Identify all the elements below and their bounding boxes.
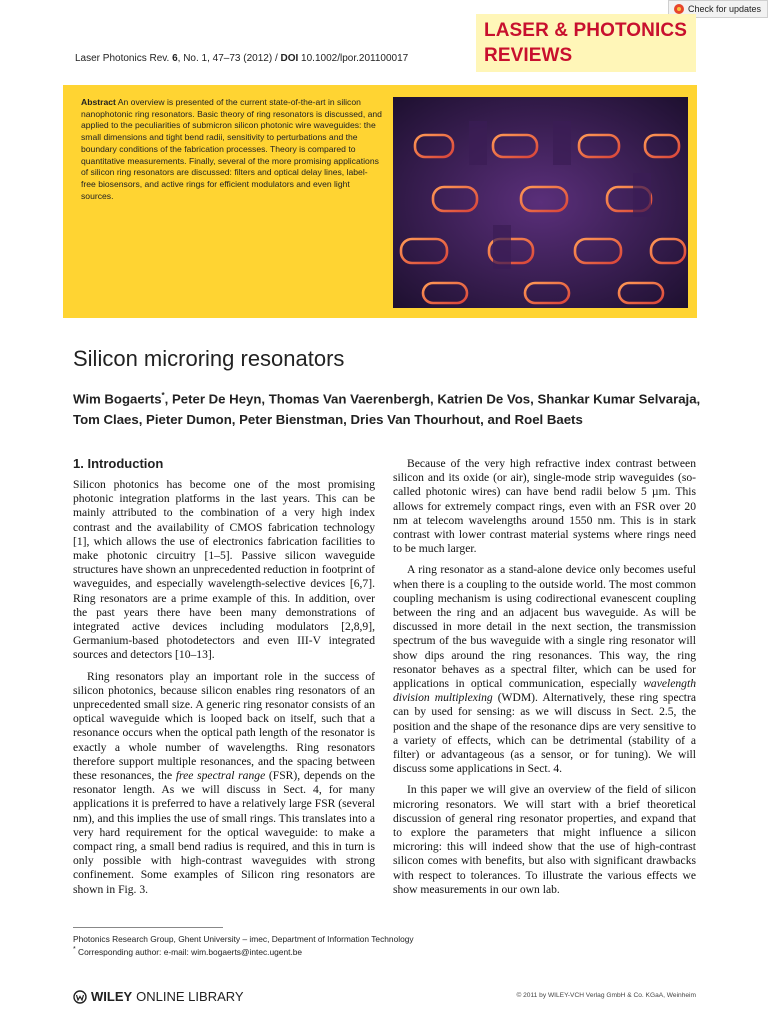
- term-emphasis: wavelength division multiplexing: [393, 677, 696, 705]
- journal-name: Laser Photonics Rev.: [75, 53, 170, 64]
- paragraph: [73, 670, 375, 897]
- abstract: [81, 97, 382, 202]
- journal-citation: [75, 53, 408, 64]
- paragraph-text: (WDM). Alternatively, these ring spectra can by used for sensing: as we will discuss in Sect. 2.5, the position and the shape of the resonance dips are very sensitive to a variety of effects, which can be detrimental (stability of a filter) or advantageous (as a sensor, or for tuning). We will discuss some applications in Sect. 4.: [393, 691, 696, 776]
- online-library-text: ONLINE LIBRARY: [136, 989, 244, 1004]
- wiley-logo-text: WILEY: [91, 989, 133, 1004]
- affiliation-footnote: Photonics Research Group, Ghent University – imec, Department of Information Technology: [73, 934, 414, 944]
- copyright-notice: © 2011 by WILEY-VCH Verlag GmbH & Co. KGaA, Weinheim: [516, 992, 696, 999]
- author-list: [73, 385, 713, 430]
- footnote-divider: [73, 927, 223, 928]
- abstract-label: Abstract: [81, 97, 116, 107]
- term-emphasis: free spectral range: [175, 769, 266, 783]
- journal-logo-line1: LASER & PHOTONICS: [484, 20, 687, 41]
- check-for-updates-label: Check for updates: [688, 4, 762, 14]
- paragraph: [393, 563, 696, 776]
- corresponding-author-footnote: [73, 946, 302, 957]
- crossmark-icon: [674, 4, 684, 14]
- paragraph-text: (FSR), depends on the resonator length. As we will discuss in Sect. 4, for many applications it is preferred to have a relatively large FSR (several nm), and this implies the use of small rings. This translates into a very hard requirement for the optical waveguide: to make a compact ring, a small bend radius is required, and this in turn is only possible with high-contrast waveguides with strong confinement. Some examples of Silicon ring resonators are shown in Fig. 3.: [73, 769, 375, 896]
- paragraph: In this paper we will give an overview of the field of silicon microring resonators. We will start with a brief theoretical discussion of general ring resonator properties, and expand that to explore the parameters that might influence a silicon microring: this will indeed show that the use of high-contrast silicon comes with benefits, but also with significant drawbacks with respect to tolerances. To illustrate the various effects we show measurements in our own lab.: [393, 783, 696, 896]
- doi-value: 10.1002/lpor.201100017: [298, 53, 409, 64]
- journal-logo-line2: REVIEWS: [484, 45, 573, 66]
- other-authors: , Peter De Heyn, Thomas Van Vaerenbergh, Katrien De Vos, Shankar Kumar Selvaraja, Tom Claes, Pieter Dumon, Peter Bienstman, Dries Van Thourhout, and Roel Baets: [73, 391, 701, 428]
- doi-label: DOI: [280, 53, 299, 64]
- wiley-online-library-logo: [73, 989, 244, 1004]
- paragraph: Silicon photonics has become one of the most promising photonic integration platforms in the last years. This can be mainly attributed to the combination of a very high index contrast and the availability of CMOS fabrication technology [1], which allows the use of electronics fabrication facilities to make photonic circuitry [1–5]. Passive silicon waveguide structures have shown an unprecedented reduction in footprint of waveguides, and especially wavelength-selective devices [6,7]. Ring resonators are a prime example of this. In addition, over the past years there have been many demonstrations of integrated active devices including modulators [2,8,9], Germanium-based photodetectors and even III-V integrated sources and detectors [10–13].: [73, 478, 375, 662]
- journal-volume: 6: [172, 53, 178, 64]
- footnote-text: Corresponding author: e-mail: wim.bogaerts@intec.ugent.be: [75, 946, 303, 957]
- paragraph-text: Ring resonators play an important role in the success of silicon photonics, because silicon enables ring resonators of an unprecedented small size. A generic ring resonator consists of an optical waveguide which is looped back on itself, such that a resonance occurs when the optical path length of the resonator is exactly a whole number of wavelengths. Ring resonators therefore support multiple resonances, and the spacing between these resonances, the: [73, 669, 375, 783]
- footnote-mark: *: [73, 946, 76, 953]
- journal-logo: [476, 14, 696, 72]
- text-column-right: [393, 457, 696, 897]
- paper-title: Silicon microring resonators: [73, 346, 345, 371]
- text-column-left: [73, 478, 375, 897]
- corresponding-author-mark: *: [161, 391, 165, 400]
- ring-resonator-micrograph: [393, 97, 688, 308]
- first-author: Wim Bogaerts: [73, 391, 162, 407]
- section-heading: 1. Introduction: [73, 456, 164, 471]
- abstract-text: An overview is presented of the current state-of-the-art in silicon nanophotonic ring resonators. Basic theory of ring resonators is discussed, and applied to the peculiarities of submicron silicon photonic wire waveguides: the small dimensions and tight bend radii, sensitivity to perturbations and the boundary conditions of the fabrication processes. Theory is compared to quantitative measurements. Finally, several of the more promising applications of silicon ring resonators are discussed: filters and optical delay lines, label-free biosensors, and active rings for efficient modulators and even light sources.: [81, 97, 382, 201]
- wiley-logo-icon: [73, 990, 87, 1004]
- paragraph-text: A ring resonator as a stand-alone device only becomes useful when there is a coupling to the outside world. The most common coupling mechanism is using codirectional evanescent coupling between the ring and an adjacent bus waveguide. As will be discussed in more detail in the next section, the transmission spectrum of the bus waveguide with a single ring resonator will show dips around the ring resonances. This way, the ring resonator behaves as a spectral filter, which can be used for applications in optical communication, especially: [393, 563, 696, 691]
- journal-details: , No. 1, 47–73 (2012) /: [177, 53, 281, 64]
- paragraph: Because of the very high refractive index contrast between silicon and its oxide (or air), single-mode strip waveguides (so-called photonic wires) can have bend radii below 5 µm. This allows for extremely compact rings, even with an FSR over 20 nm at telecom wavelengths around 1550 nm. This is in stark contrast with lower contrast material systems where rings need to be much larger.: [393, 457, 696, 556]
